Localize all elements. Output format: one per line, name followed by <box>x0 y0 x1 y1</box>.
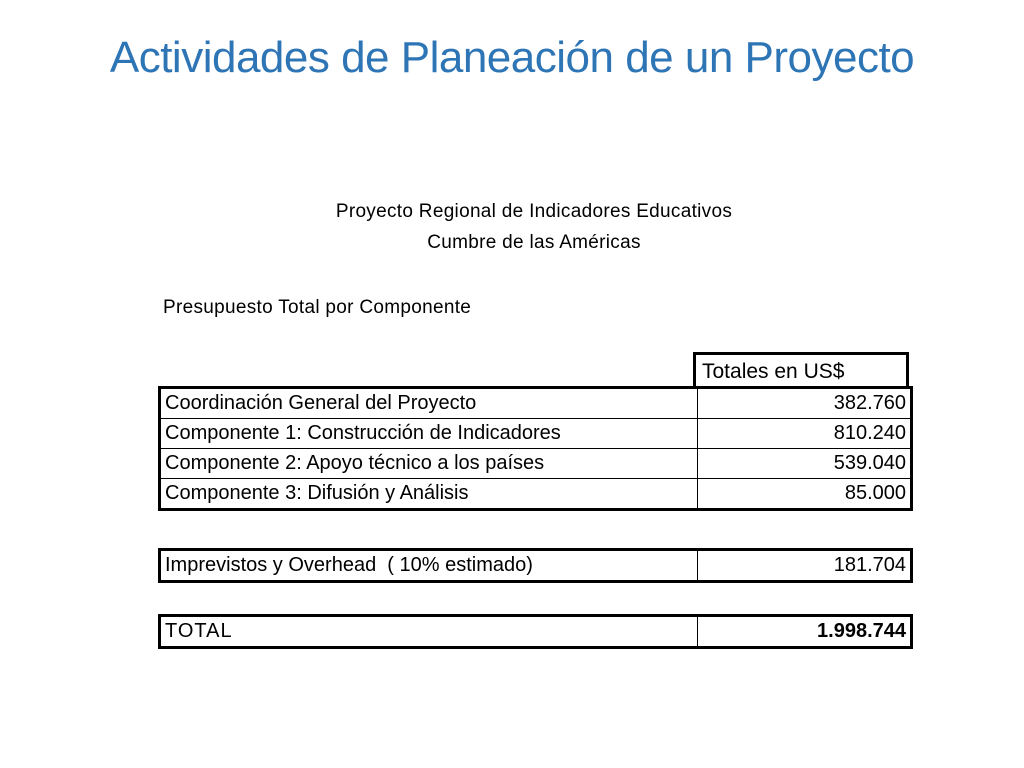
total-value: 1.998.744 <box>698 616 912 648</box>
row-label: Coordinación General del Proyecto <box>160 388 698 419</box>
section-title: Presupuesto Total por Componente <box>163 297 472 318</box>
total-table <box>158 614 913 649</box>
report-heading-line1: Proyecto Regional de Indicadores Educativos <box>335 201 733 222</box>
budget-table <box>158 386 913 511</box>
table-row <box>160 419 912 449</box>
column-header-totals: Totales en US$ <box>693 352 909 386</box>
row-label: Componente 2: Apoyo técnico a los países <box>160 449 698 479</box>
row-value: 810.240 <box>698 419 912 449</box>
table-row <box>160 479 912 510</box>
table-row <box>160 449 912 479</box>
row-value: 85.000 <box>698 479 912 510</box>
contingency-label: Imprevistos y Overhead ( 10% estimado) <box>165 554 533 576</box>
row-value: 382.760 <box>698 388 912 419</box>
row-label: Componente 3: Difusión y Análisis <box>160 479 698 510</box>
table-row <box>160 388 912 419</box>
contingency-value: 181.704 <box>698 550 912 582</box>
total-label: TOTAL <box>165 620 233 642</box>
table-row <box>160 550 912 582</box>
slide-title: Actividades de Planeación de un Proyecto <box>109 33 915 82</box>
contingency-table <box>158 548 913 583</box>
row-label: Componente 1: Construcción de Indicadores <box>160 419 698 449</box>
table-row <box>160 616 912 648</box>
row-value: 539.040 <box>698 449 912 479</box>
report-heading-line2: Cumbre de las Américas <box>427 232 641 253</box>
